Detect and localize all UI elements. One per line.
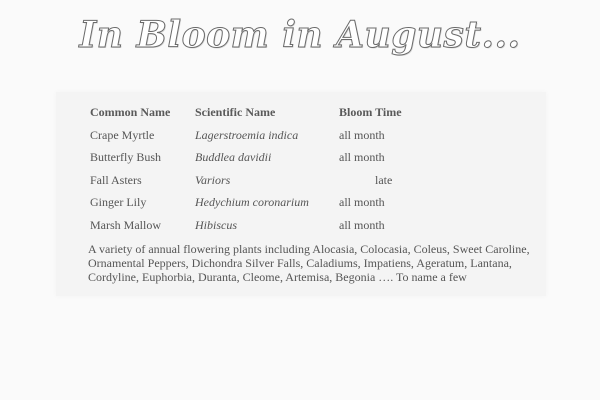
table-row <box>84 147 461 170</box>
title-wrap <box>0 14 600 56</box>
common-name-cell: Crape Myrtle <box>90 127 155 142</box>
header-common-name: Common Name <box>90 104 171 119</box>
header-scientific-name: Scientific Name <box>195 104 276 119</box>
bloom-time-cell: all month <box>339 195 385 210</box>
common-name-cell: Ginger Lily <box>90 195 147 210</box>
description-paragraph: A variety of annual flowering plants including Alocasia, Colocasia, Coleus, Sweet Caroline, Ornamental Peppers, Dichondra Silver Falls, Caladiums, Impatiens, Ageratum, Lantana, Cordyline, Euphorbia, Duranta, Cleome, Artemisa, Begonia …. To name a few <box>88 242 530 284</box>
header-bloom-time: Bloom Time <box>339 104 402 119</box>
common-name-cell: Marsh Mallow <box>90 217 161 232</box>
bloom-time-cell: late <box>375 172 393 187</box>
scientific-name-cell: Hedychium coronarium <box>195 195 309 210</box>
bloom-time-cell: all month <box>339 217 385 232</box>
scientific-name-cell: Variors <box>195 172 231 187</box>
scientific-name-cell: Buddlea davidii <box>195 150 272 165</box>
scientific-name-cell: Lagerstroemia indica <box>195 127 299 142</box>
table-row <box>84 214 461 237</box>
common-name-cell: Butterfly Bush <box>90 150 161 165</box>
scientific-name-cell: Hibiscus <box>195 217 237 232</box>
plant-table <box>84 100 461 237</box>
table-header-row <box>84 100 461 124</box>
table-row <box>84 169 461 192</box>
bloom-time-cell: all month <box>339 127 385 142</box>
table-row <box>84 124 461 147</box>
common-name-cell: Fall Asters <box>90 172 142 187</box>
table-row <box>84 192 461 215</box>
bloom-time-cell: all month <box>339 150 385 165</box>
page-title: In Bloom in August... <box>79 14 521 56</box>
